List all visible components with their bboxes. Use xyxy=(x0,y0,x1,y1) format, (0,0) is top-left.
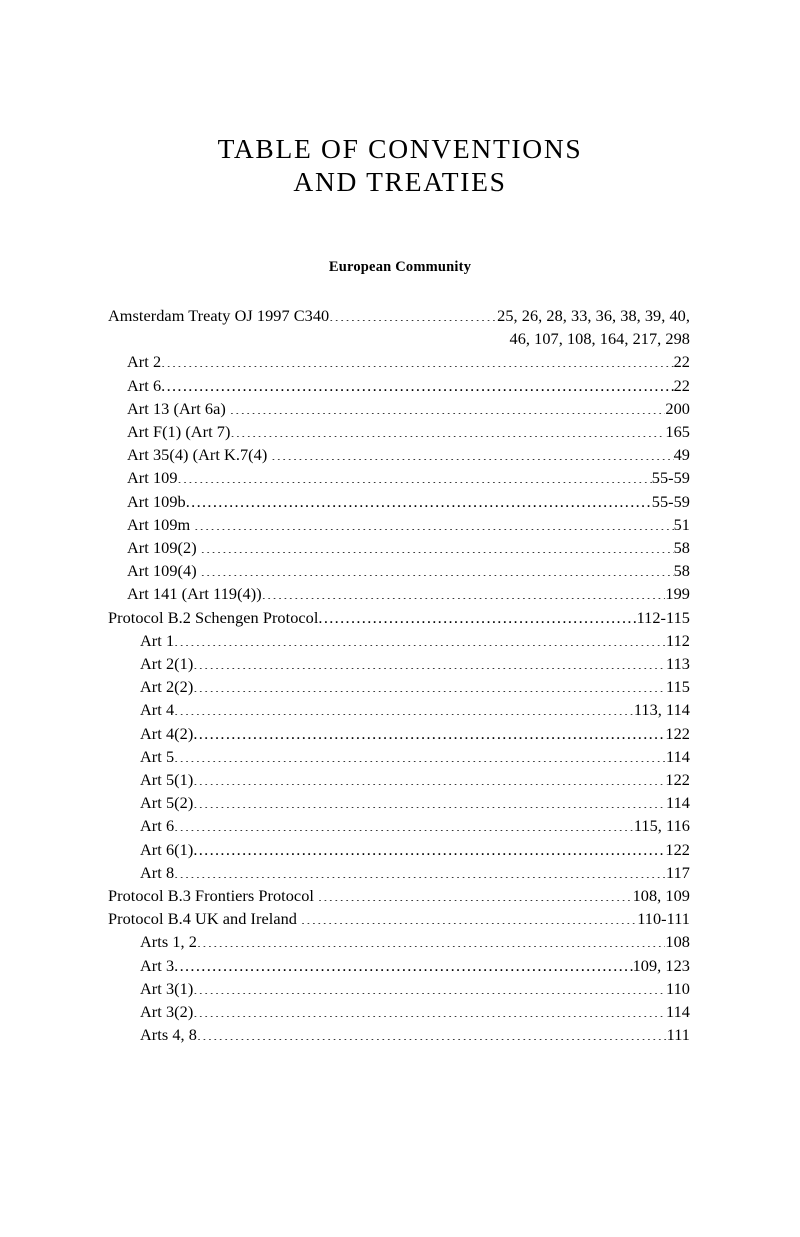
toc-entry-pages: 22 xyxy=(673,375,690,395)
toc-entry-pages: 46, 107, 108, 164, 217, 298 xyxy=(509,329,690,349)
toc-entry[interactable] xyxy=(108,490,690,513)
toc-entry-label: Art 109m xyxy=(127,514,191,534)
toc-entry-label: Protocol B.3 Frontiers Protocol xyxy=(108,886,314,906)
toc-entry-label: Amsterdam Treaty OJ 1997 C340 xyxy=(108,306,330,325)
toc-entry-pages: 55-59 xyxy=(651,491,690,511)
dot-leader xyxy=(193,653,666,669)
toc-entry[interactable] xyxy=(108,791,690,814)
toc-entry-pages: 115 xyxy=(666,677,690,697)
toc-entry[interactable] xyxy=(108,1000,690,1023)
dot-leader xyxy=(174,815,634,831)
toc-entry[interactable] xyxy=(108,420,690,443)
section-heading: European Community xyxy=(328,259,472,275)
toc-entry[interactable] xyxy=(108,536,690,559)
toc-entry-label: Art 5(2) xyxy=(140,793,194,813)
dot-leader xyxy=(193,838,665,854)
dot-leader xyxy=(193,978,666,994)
dot-leader xyxy=(174,954,632,970)
toc-entry-pages: 109, 123 xyxy=(632,955,690,975)
toc-entry-label: Art 6 xyxy=(127,375,162,395)
toc-entry-pages: 115, 116 xyxy=(633,816,690,836)
toc-entry[interactable] xyxy=(108,1023,690,1046)
toc-entry[interactable] xyxy=(108,466,690,489)
toc-entry[interactable] xyxy=(108,559,690,582)
dot-leader xyxy=(318,885,633,901)
toc-entry[interactable] xyxy=(108,861,690,884)
toc-entry[interactable] xyxy=(108,397,690,420)
toc-entry-pages: 113 xyxy=(666,654,690,674)
toc-entry-label: Art 4 xyxy=(140,700,175,720)
toc-entry[interactable] xyxy=(108,745,690,768)
dot-leader xyxy=(161,351,673,367)
toc-entry-label: Art 3(2) xyxy=(140,1002,194,1022)
page-title-line-2: AND TREATIES xyxy=(293,166,507,197)
toc-entry-pages: 114 xyxy=(666,746,690,766)
dot-leader xyxy=(174,862,666,878)
toc-entry-pages: 51 xyxy=(673,514,690,534)
toc-entry-label: Art 109(2) xyxy=(127,538,197,558)
dot-leader xyxy=(193,676,666,692)
toc-entry-label: Art 5 xyxy=(140,746,175,766)
toc-entry[interactable] xyxy=(108,675,690,698)
toc-entry-label: Art 109b xyxy=(127,491,186,511)
toc-entry-pages: 108, 109 xyxy=(632,886,690,906)
toc-entry-pages: 122 xyxy=(665,839,690,859)
toc-entry-pages: 110 xyxy=(666,978,690,998)
toc-entry[interactable] xyxy=(108,350,690,373)
toc-entry-label: Art F(1) (Art 7) xyxy=(127,422,231,442)
toc-entry-pages: 55-59 xyxy=(651,468,690,488)
toc-entry-pages: 49 xyxy=(673,445,690,465)
toc-entry[interactable] xyxy=(108,930,690,953)
toc-entry-pages: 112 xyxy=(666,630,690,650)
dot-leader xyxy=(186,490,652,506)
toc-entry[interactable] xyxy=(108,907,690,930)
toc-entry[interactable] xyxy=(108,977,690,1000)
dot-leader xyxy=(194,514,673,530)
toc-entry-label: Art 6(1) xyxy=(140,839,194,859)
dot-leader xyxy=(271,444,673,460)
toc-entry-pages: 58 xyxy=(673,538,690,558)
dot-leader xyxy=(329,305,497,321)
toc-entry-pages: 111 xyxy=(666,1025,690,1045)
toc-entry[interactable] xyxy=(108,768,690,791)
toc-entry-label: Protocol B.4 UK and Ireland xyxy=(108,909,297,929)
toc-entry-label: Art 6 xyxy=(140,816,175,836)
toc-entry-pages: 165 xyxy=(665,422,690,442)
toc-entry-label: Art 2 xyxy=(127,352,162,372)
dot-leader xyxy=(230,398,666,414)
toc-entry-label: Art 5(1) xyxy=(140,770,194,790)
toc-entry-pages: 22 xyxy=(673,352,690,372)
toc-entry-pages: 200 xyxy=(665,398,690,418)
toc-entry-pages: 113, 114 xyxy=(633,700,690,720)
toc-entry[interactable] xyxy=(108,606,690,629)
toc-entry-pages: 114 xyxy=(666,1002,690,1022)
toc-entry-pages: 122 xyxy=(665,723,690,743)
toc-entry[interactable] xyxy=(108,304,690,350)
toc-entry[interactable] xyxy=(108,698,690,721)
toc-entry-label: Art 8 xyxy=(140,862,175,882)
dot-leader xyxy=(201,560,674,576)
toc-entry[interactable] xyxy=(108,722,690,745)
toc-entry-label: Art 3(1) xyxy=(140,978,194,998)
toc-entry-label: Art 35(4) (Art K.7(4) xyxy=(127,445,268,465)
toc-entry-label: Art 141 (Art 119(4)) xyxy=(127,584,262,604)
toc-entry-label: Arts 4, 8 xyxy=(140,1025,197,1045)
toc-entry[interactable] xyxy=(108,443,690,466)
toc-entry[interactable] xyxy=(108,838,690,861)
page-title-line-1: TABLE OF CONVENTIONS xyxy=(217,133,583,164)
toc-entry-pages-continued-line xyxy=(108,327,690,350)
toc-entry-pages: 122 xyxy=(665,770,690,790)
table-of-conventions-list xyxy=(108,304,690,1047)
page-title xyxy=(0,132,800,198)
toc-entry[interactable] xyxy=(108,652,690,675)
toc-entry[interactable] xyxy=(108,513,690,536)
toc-entry-label: Art 2(2) xyxy=(140,677,194,697)
toc-entry-line xyxy=(108,304,690,327)
dot-leader xyxy=(193,1001,666,1017)
toc-entry-pages: 58 xyxy=(673,561,690,581)
toc-entry-pages: 108 xyxy=(665,932,690,952)
toc-entry[interactable] xyxy=(108,884,690,907)
dot-leader xyxy=(174,746,666,762)
toc-entry-label: Art 13 (Art 6a) xyxy=(127,398,226,418)
dot-leader xyxy=(174,699,634,715)
toc-entry-pages: 199 xyxy=(665,584,690,604)
dot-leader xyxy=(161,374,673,390)
dot-leader xyxy=(318,606,636,622)
dot-leader xyxy=(178,467,652,483)
dot-leader xyxy=(174,630,666,646)
toc-entry-label: Art 2(1) xyxy=(140,654,194,674)
dot-leader xyxy=(197,931,665,947)
toc-entry-pages: 114 xyxy=(666,793,690,813)
toc-entry[interactable] xyxy=(108,629,690,652)
toc-entry[interactable] xyxy=(108,582,690,605)
toc-entry-label: Art 1 xyxy=(140,630,175,650)
toc-entry[interactable] xyxy=(108,814,690,837)
toc-entry-pages: 25, 26, 28, 33, 36, 38, 39, 40, xyxy=(497,306,690,325)
toc-entry[interactable] xyxy=(108,954,690,977)
dot-leader xyxy=(193,722,665,738)
dot-leader xyxy=(262,583,666,599)
dot-leader xyxy=(301,908,637,924)
toc-entry-label: Art 3 xyxy=(140,955,175,975)
toc-entry[interactable] xyxy=(108,374,690,397)
toc-entry-label: Art 4(2) xyxy=(140,723,194,743)
toc-entry-pages: 117 xyxy=(666,862,690,882)
dot-leader xyxy=(193,792,666,808)
toc-entry-label: Arts 1, 2 xyxy=(140,932,197,952)
toc-entry-pages: 112-115 xyxy=(636,607,690,627)
dot-leader xyxy=(197,1024,667,1040)
toc-entry-label: Protocol B.2 Schengen Protocol xyxy=(108,607,319,627)
toc-entry-label: Art 109(4) xyxy=(127,561,197,581)
dot-leader xyxy=(201,537,674,553)
dot-leader xyxy=(193,769,665,785)
toc-entry-pages: 110-111 xyxy=(637,909,690,929)
toc-entry-label: Art 109 xyxy=(127,468,178,488)
dot-leader xyxy=(230,421,665,437)
